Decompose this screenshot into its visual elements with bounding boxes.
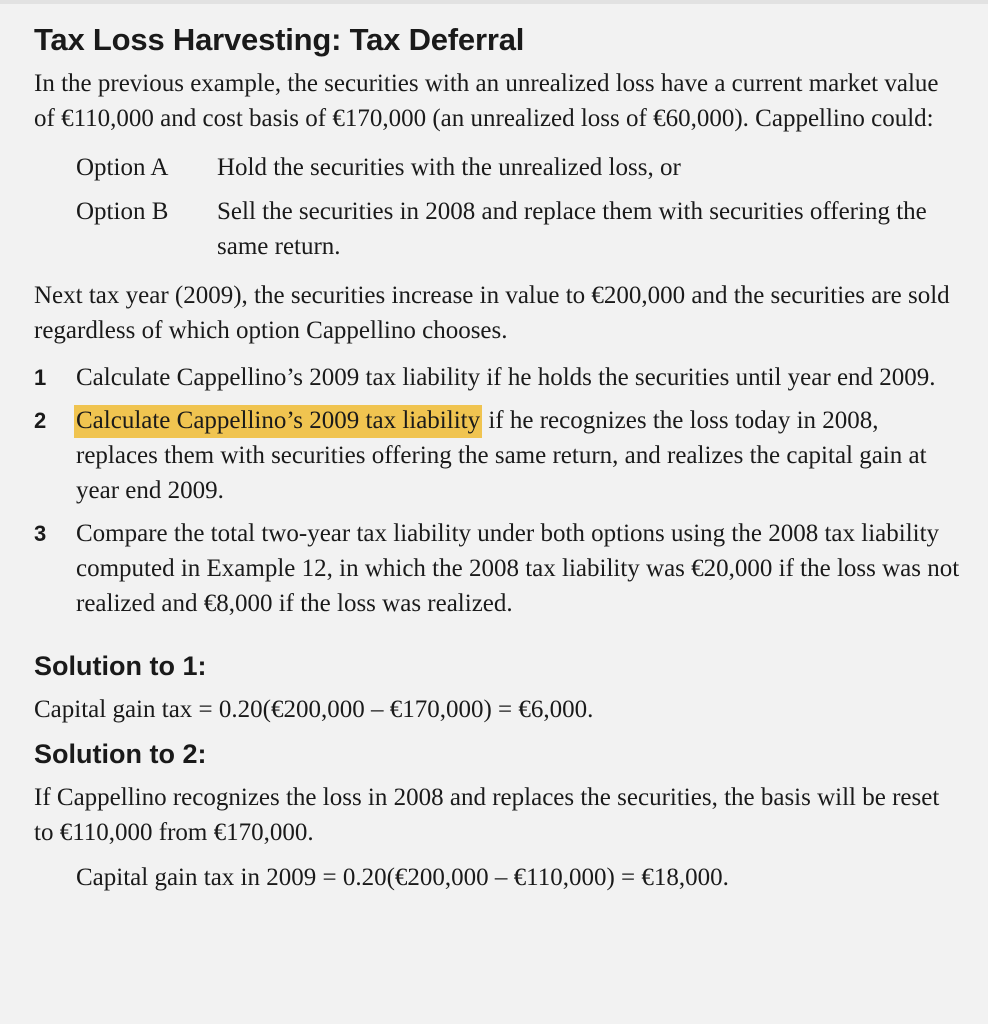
document-content (34, 22, 964, 895)
solution-1-heading: Solution to 1: (34, 651, 207, 681)
question-text-rest: if he recognizes the loss today in 2008, replaces them with securities offering the same return, and realizes the capital gain at year end 2009. (76, 407, 927, 504)
next-year-paragraph: Next tax year (2009), the securities increase in value to €200,000 and the securities are sold regardless of which option Cappellino chooses. (34, 282, 950, 344)
question-text: Calculate Cappellino’s 2009 tax liability if he holds the securities until year end 2009. (76, 364, 936, 391)
question-item (34, 516, 964, 621)
question-text (76, 403, 964, 508)
page-title: Tax Loss Harvesting: Tax Deferral (34, 22, 525, 57)
option-label: Option B (76, 198, 169, 225)
solution-2-formula: Capital gain tax in 2009 = 0.20(€200,000 – €110,000) = €18,000. (76, 864, 729, 891)
option-text: Hold the securities with the unrealized loss, or (217, 154, 681, 181)
options-list (76, 150, 964, 264)
solution-1-text: Capital gain tax = 0.20(€200,000 – €170,000) = €6,000. (34, 696, 594, 723)
option-item (76, 150, 964, 185)
question-number: 1 (34, 365, 47, 390)
option-label: Option A (76, 154, 169, 181)
intro-paragraph: In the previous example, the securities with an unrealized loss have a current market value of €110,000 and cost basis of €170,000 (an unrealized loss of €60,000). Cappellino could: (34, 70, 939, 132)
option-item (76, 194, 964, 264)
question-number: 2 (34, 408, 47, 433)
solution-2-heading: Solution to 2: (34, 739, 207, 769)
solution-2-text: If Cappellino recognizes the loss in 2008 and replaces the securities, the basis will be reset to €110,000 from €170,000. (34, 784, 940, 846)
option-text: Sell the securities in 2008 and replace them with securities offering the same return. (217, 198, 927, 260)
question-item (34, 360, 964, 395)
question-text: Compare the total two-year tax liability under both options using the 2008 tax liability computed in Example 12, in which the 2008 tax liability was €20,000 if the loss was not realized and €8,000 if the loss was realized. (76, 520, 960, 617)
question-number: 3 (34, 521, 47, 546)
highlighted-text[interactable]: Calculate Cappellino’s 2009 tax liability (74, 405, 482, 438)
questions-list (34, 360, 964, 621)
question-item (34, 403, 964, 508)
